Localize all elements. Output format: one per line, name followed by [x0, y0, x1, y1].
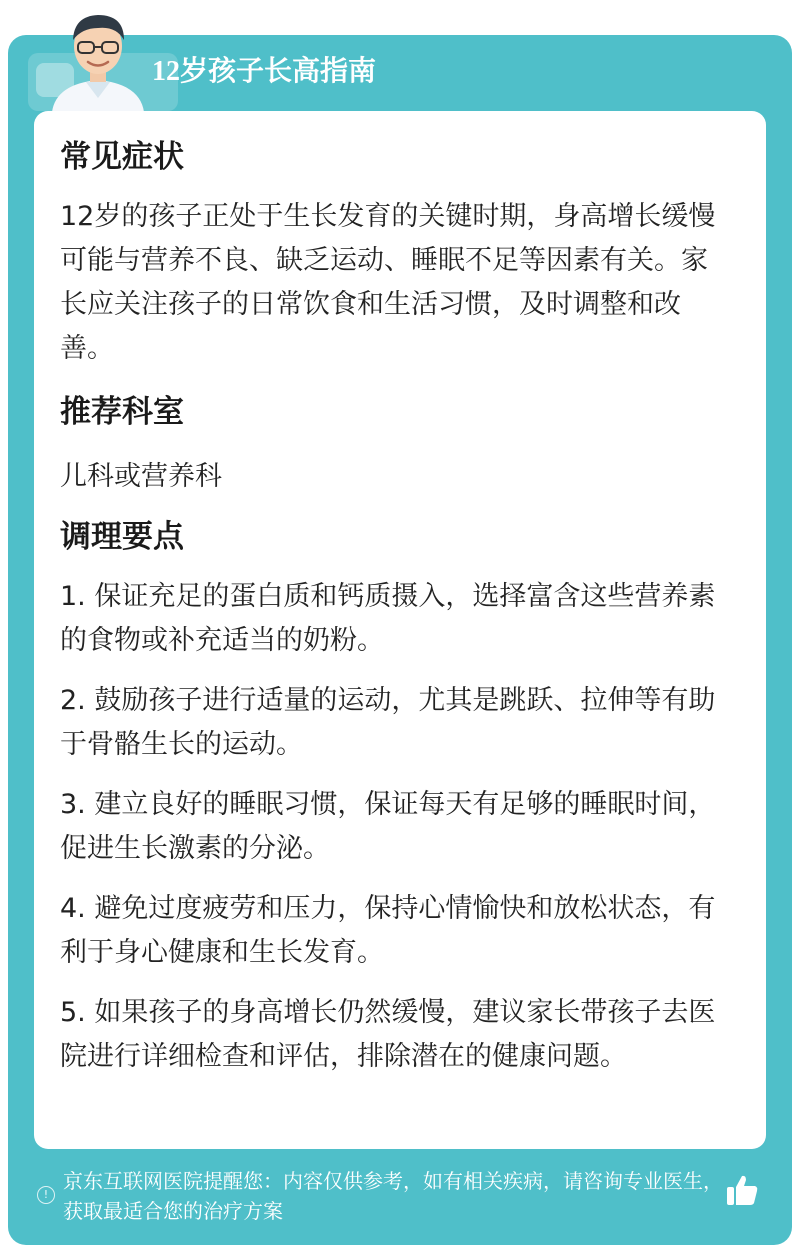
doctor-avatar [46, 6, 150, 112]
section-heading-care-tips: 调理要点 [60, 519, 184, 555]
list-item: 3. 建立良好的睡眠习惯，保证每天有足够的睡眠时间，促进生长激素的分泌。 [60, 789, 716, 864]
content-panel [34, 111, 766, 1149]
list-item: 1. 保证充足的蛋白质和钙质摄入，选择富含这些营养素的食物或补充适当的奶粉。 [60, 581, 716, 656]
section-body-department: 儿科或营养科 [60, 461, 222, 492]
thumbs-up-icon[interactable] [724, 1172, 760, 1208]
list-item: 4. 避免过度疲劳和压力，保持心情愉快和放松状态，有利于身心健康和生长发育。 [60, 893, 716, 968]
section-heading-department: 推荐科室 [60, 394, 184, 430]
section-heading-symptoms: 常见症状 [60, 139, 184, 175]
list-item: 5. 如果孩子的身高增长仍然缓慢，建议家长带孩子去医院进行详细检查和评估，排除潜在的健康问题。 [60, 997, 716, 1072]
section-body-symptoms: 12岁的孩子正处于生长发育的关键时期，身高增长缓慢可能与营养不良、缺乏运动、睡眠不足等因素有关。家长应关注孩子的日常饮食和生活习惯，及时调整和改善。 [60, 201, 716, 364]
info-icon: ! [37, 1186, 55, 1204]
care-tips-list [60, 575, 725, 1095]
list-item: 2. 鼓励孩子进行适量的运动，尤其是跳跃、拉伸等有助于骨骼生长的运动。 [60, 685, 716, 760]
page-title: 12岁孩子长高指南 [152, 56, 377, 87]
disclaimer-notice: 京东互联网医院提醒您：内容仅供参考，如有相关疾病，请咨询专业医生，获取最适合您的治疗方案 [63, 1169, 723, 1223]
